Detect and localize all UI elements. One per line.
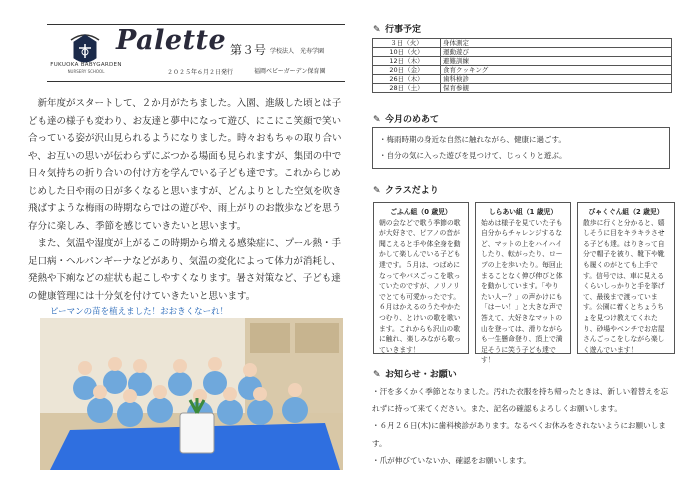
table-row: [373, 57, 672, 66]
goal-item: ・梅雨時期の身近な自然に触れながら、健康に過ごす。: [379, 135, 566, 144]
school-name: 福岡ベビーガーデン保育園: [254, 68, 326, 75]
pencil-icon: ✎: [373, 25, 381, 35]
class-name: ごふん組（0 歳児）: [390, 208, 452, 216]
brand-name: FUKUOKA BABYGARDEN: [50, 62, 122, 68]
table-row: [373, 66, 672, 75]
table-row: [373, 75, 672, 84]
schedule-heading: [373, 22, 421, 35]
schedule-date: ３日（火）: [373, 39, 441, 48]
schedule-table: [372, 38, 672, 93]
intro-text: [28, 95, 346, 306]
table-row: [373, 39, 672, 48]
classes-heading: [373, 183, 439, 196]
schedule-date: 20日（金）: [373, 66, 441, 75]
table-row: [373, 48, 672, 57]
schedule-event: 運動遊び: [441, 48, 672, 57]
class-text: 朝の会などで歌う季節の歌が大好きで、ピアノの音が聞こえると手や体全身を動かして楽しんでいる子ども達です。５月は、つばめになってやバスごっこを歌っていたのですが、ノリノリでとても可愛かったです。６月はかえるのうたやかたつむり、とけいの歌を歌います。これからも沢山の歌に触れ、楽しみながら歌っていきます！: [379, 218, 461, 354]
goals-box: [372, 127, 670, 169]
schedule-date: 10日（火）: [373, 48, 441, 57]
notice-item: ・６月２６日(木)に歯科検診があります。なるべくお休みをされないようにお願いします。: [372, 421, 666, 448]
brand-sub: NURSERY SCHOOL: [67, 69, 105, 74]
schedule-event: 身体測定: [441, 39, 672, 48]
class-report: [577, 202, 675, 354]
class-report: [373, 202, 469, 354]
schedule-event: 歯科検診: [441, 75, 672, 84]
intro-paragraph: 新年度がスタートして、２か月がたちました。入園、進級した頃とは子ども達の様子も変わり、お友達と夢中になって遊び、にこにこ笑顔で笑い合っている姿が沢山見られるようになりました。時々おもちゃの取り合いや、お互いの思いが伝わらずにぶつかる場面も見られますが、集団の中で日々気持ちの折り合いの付け方を学んでいる子ども達です。これからじめじめした日や雨の日が多くなると思いますが、どんよりとした空気を吹き飛ばすような梅雨の時期ならではの遊びや、雨上がりのお散歩などを思う存分に楽しみ、季節を感じていきたいと思います。: [28, 98, 342, 232]
schedule-date: 28日（土）: [373, 84, 441, 93]
pencil-icon: ✎: [373, 186, 381, 196]
schedule-event: 食育クッキング: [441, 66, 672, 75]
classes-heading-label: クラスだより: [385, 186, 439, 196]
notice-list: [372, 383, 675, 469]
class-text: 始めは様子を見ていた子も自分からチャレンジするなど、マットの上をハイハイしたり、転がったり、ロープの上を歩いたり。毎回止まることなく伸び伸びと体を動かしています。「やりたい人ー？」の声かけにも「はーい！」と大きな声で答えて、大好きなマットの山を登っては、滑りながらも一生懸命登り、頂上で満足そうに笑う子ども達です！: [481, 218, 563, 365]
organization: 学校法人 光寿学園: [270, 48, 325, 55]
issue-number: 第３号: [230, 43, 267, 57]
schedule-date: 12日（木）: [373, 57, 441, 66]
goals-heading: [373, 112, 439, 125]
table-row: [373, 84, 672, 93]
schedule-event: 保育参観: [441, 84, 672, 93]
class-text: 散歩に行くと分かると、嬉しそうに目をキラキラさせる子ども達。はりきって自分で帽子を被り、靴下や靴も履くのがとても上手です。信号では、車に見えるくらいしっかりと手を挙げて、最後まで渡っています。公園に着くとちょうちょを見つけ教えてくれたり、砂場やベンチでお店屋さんごっこをしながら楽しく遊んでいます！: [583, 218, 665, 354]
class-name: びゃくぐん組（2 歳児）: [588, 208, 664, 216]
goals-heading-label: 今月のめあて: [385, 115, 440, 125]
intro-paragraph: また、気温や湿度が上がるこの時期から増える感染症に、プール熱・手足口病・ヘルパンギーナなどがあり、気温の変化によって体力が消耗し、発熱や下痢などの症状も起こしやすくなります。暑さ対策など、子ども達の健康管理には十分気を付けていきたいと思います。: [28, 238, 342, 303]
class-photo: [40, 318, 343, 470]
class-report: [475, 202, 571, 365]
class-name: しらあい組（1 歳児）: [488, 208, 558, 216]
notice-heading-label: お知らせ・お願い: [385, 370, 457, 380]
notice-item: ・汗を多くかく季節となりました。汚れた衣服を持ち帰ったときは、新しい着替えを忘れずに持って来てください。また、記名の確認もよろしくお願いします。: [372, 387, 669, 414]
issue-date: ２０２５年６月２日発行: [167, 69, 234, 76]
schedule-event: 避難訓練: [441, 57, 672, 66]
goal-item: ・自分の気に入った遊びを見つけて、じっくりと遊ぶ。: [379, 151, 567, 160]
newsletter-title: Palette: [116, 25, 227, 56]
pencil-icon: ✎: [373, 370, 381, 380]
notice-heading: [373, 367, 457, 380]
pencil-icon: ✎: [373, 115, 381, 125]
schedule-date: 26日（木）: [373, 75, 441, 84]
children-photo-illustration: [40, 318, 343, 470]
schedule-heading-label: 行事予定: [385, 25, 422, 35]
notice-item: ・爪が伸びていないか、確認をお願いします。: [372, 455, 531, 465]
photo-caption: ピーマンの苗を植えました！おおきくなーれ！: [50, 307, 229, 317]
